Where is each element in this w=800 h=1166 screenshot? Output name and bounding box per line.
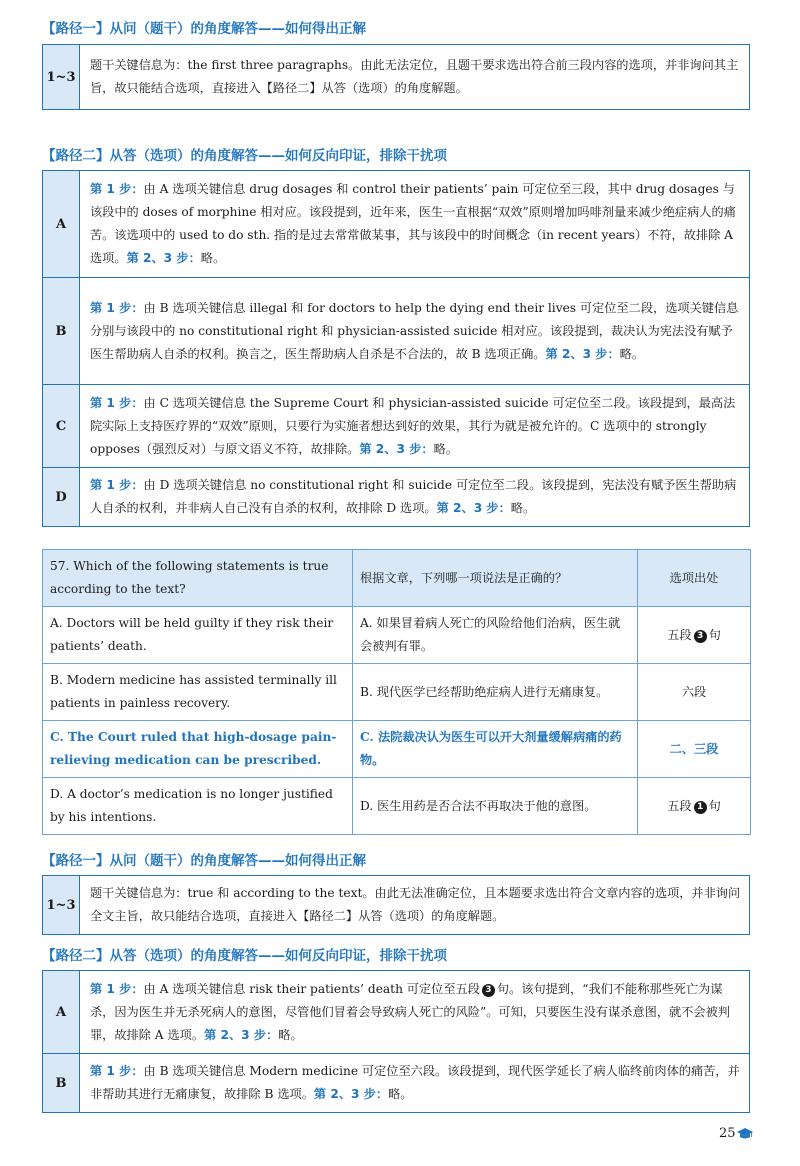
step-one-label: 第 1 步： [90, 478, 144, 492]
step-two-three-label: 第 2、3 步： [545, 346, 620, 361]
choice-zh: A. 如果冒着病人死亡的风险给他们治病，医生就会被判有罪。 [353, 607, 638, 664]
option-label: A [43, 971, 80, 1054]
box-label: 1~3 [43, 45, 80, 110]
choice-source: 五段 1 句 [638, 778, 751, 835]
option-label: D [43, 468, 80, 527]
option-body: 由 C 选项关键信息 the Supreme Court 和 physician-assisted suicide 可定位至二段。该段提到，最高法院实际上支持医疗界的“双效”原则，只要行为实施者想达到好的效果，其行为就是被允许的。C 选项中的 strongly opposes（强烈反对）与原文语义不符，故排除。 [90, 395, 736, 456]
option-label: A [43, 171, 80, 278]
option-tail: 略。 [200, 251, 226, 265]
option-body: 由 B 选项关键信息 illegal 和 for doctors to help the dying end their lives 可定位至二段，选项关键信息分别与该段中的 no constitutional right 和 physician-assisted suicide 相对应。该段提到，裁决认为宪法没有赋予医生帮助病人自杀的权利。换言之，医生帮助病人自杀是不合法的，故 B 选项正确。 [90, 300, 739, 361]
option-row [43, 971, 750, 1054]
option-tail: 略。 [388, 1087, 413, 1101]
choice-source: 五段 3 句 [638, 607, 751, 664]
step-one-label: 第 1 步： [90, 182, 144, 196]
path-one-heading: 【路径一】从问（题干）的角度解答——如何得出正解 [42, 853, 366, 869]
option-row [43, 385, 750, 468]
choice-row [43, 664, 751, 721]
question-en: 57. Which of the following statements is true according to the text? [43, 550, 353, 607]
option-row [43, 468, 750, 527]
option-row [43, 278, 750, 385]
option-tail: 略。 [433, 441, 458, 456]
question-57-table [42, 549, 751, 835]
step-one-label: 第 1 步： [90, 1064, 144, 1078]
source-header: 选项出处 [638, 550, 751, 607]
step-one-label: 第 1 步： [90, 981, 144, 996]
step-one-label: 第 1 步： [90, 300, 144, 315]
path-two-heading: 【路径二】从答（选项）的角度解答——如何反向印证，排除干扰项 [42, 148, 447, 164]
choice-en: D. A doctor’s medication is no longer justified by his intentions. [43, 778, 353, 835]
choice-en: A. Doctors will be held guilty if they risk their patients’ death. [43, 607, 353, 664]
path-two-heading: 【路径二】从答（选项）的角度解答——如何反向印证，排除干扰项 [42, 948, 447, 964]
option-row [43, 1054, 750, 1113]
step-two-three-label: 第 2、3 步： [313, 1087, 389, 1101]
option-explanation [80, 385, 750, 468]
box-text: 题干关键信息为：the first three paragraphs。由此无法定位，且题干要求选出符合前三段内容的选项，并非询问其主旨，故只能结合选项，直接进入【路径二】从答（选项）的角度解题。 [80, 45, 750, 110]
path-two-options-table [42, 970, 750, 1113]
option-explanation [80, 171, 750, 278]
choice-source: 二、三段 [638, 721, 751, 778]
option-tail: 略。 [619, 346, 645, 361]
circled-number: 3 [694, 630, 707, 643]
choice-en: B. Modern medicine has assisted terminally ill patients in painless recovery. [43, 664, 353, 721]
option-label: B [43, 278, 80, 385]
option-body: 句。该句提到，“我们不能称那些死亡为谋杀，因为医生并无杀死病人的意图，尽管他们冒着会导致病人死亡的风险”。可知，只要医生没有谋杀意图，就不会被判罪，故排除 A 选项。 [90, 981, 730, 1042]
option-explanation [80, 971, 750, 1054]
option-body: 由 B 选项关键信息 Modern medicine 可定位至六段。该段提到，现代医学延长了病人临终前肉体的痛苦，并非帮助其进行无痛康复，故排除 B 选项。 [90, 1064, 740, 1101]
choice-zh: C. 法院裁决认为医生可以开大剂量缓解病痛的药物。 [353, 721, 638, 778]
path-two-options-table [42, 170, 750, 527]
circled-number: 1 [694, 801, 707, 814]
question-zh: 根据文章，下列哪一项说法是正确的？ [353, 550, 638, 607]
option-body: 由 A 选项关键信息 risk their patients’ death 可定位至五段 [143, 981, 480, 996]
correct-choice-row [43, 721, 751, 778]
step-two-three-label: 第 2、3 步： [359, 441, 434, 456]
option-label: C [43, 385, 80, 468]
option-label: B [43, 1054, 80, 1113]
path-one-box [42, 44, 750, 110]
step-one-label: 第 1 步： [90, 395, 144, 410]
option-row [43, 171, 750, 278]
choice-source: 六段 [638, 664, 751, 721]
choice-row [43, 778, 751, 835]
choice-en: C. The Court ruled that high-dosage pain-relieving medication can be prescribed. [43, 721, 353, 778]
option-explanation [80, 468, 750, 527]
path-one-box [42, 875, 750, 935]
step-two-three-label: 第 2、3 步： [126, 251, 201, 265]
step-two-three-label: 第 2、3 步： [204, 1027, 279, 1042]
path-one-row [43, 876, 750, 935]
option-tail: 略。 [510, 501, 536, 515]
choice-zh: B. 现代医学已经帮助绝症病人进行无痛康复。 [353, 664, 638, 721]
choice-zh: D. 医生用药是否合法不再取决于他的意图。 [353, 778, 638, 835]
path-one-row [43, 45, 750, 110]
option-explanation [80, 1054, 750, 1113]
option-body: 由 D 选项关键信息 no constitutional right 和 suicide 可定位至二段。该段提到，宪法没有赋予医生帮助病人自杀的权利，并非病人自己没有自杀的权利，故排除 D 选项。 [90, 478, 737, 515]
graduation-cap-icon [737, 1128, 753, 1140]
circled-number: 3 [482, 984, 495, 997]
page-number: 25 [719, 1126, 736, 1141]
choice-row [43, 607, 751, 664]
box-label: 1~3 [43, 876, 80, 935]
step-two-three-label: 第 2、3 步： [436, 501, 511, 515]
option-tail: 略。 [278, 1027, 303, 1042]
path-one-heading: 【路径一】从问（题干）的角度解答——如何得出正解 [42, 21, 366, 37]
box-text: 题干关键信息为：true 和 according to the text。由此无法准确定位，且本题要求选出符合文章内容的选项，并非询问全文主旨，故只能结合选项，直接进入【路径二】从答（选项）的角度解题。 [80, 876, 750, 935]
option-explanation [80, 278, 750, 385]
option-body: 由 A 选项关键信息 drug dosages 和 control their patients’ pain 可定位至三段，其中 drug dosages 与该段中的 doses of morphine 相对应。该段提到，近年来，医生一直根据“双效”原则增加吗啡剂量来减少绝症病人的痛苦。该选项中的 used to do sth. 指的是过去常常做某事，其与该段中的时间概念（in recent years）不符，故排除 A 选项。 [90, 182, 736, 265]
question-header-row [43, 550, 751, 607]
